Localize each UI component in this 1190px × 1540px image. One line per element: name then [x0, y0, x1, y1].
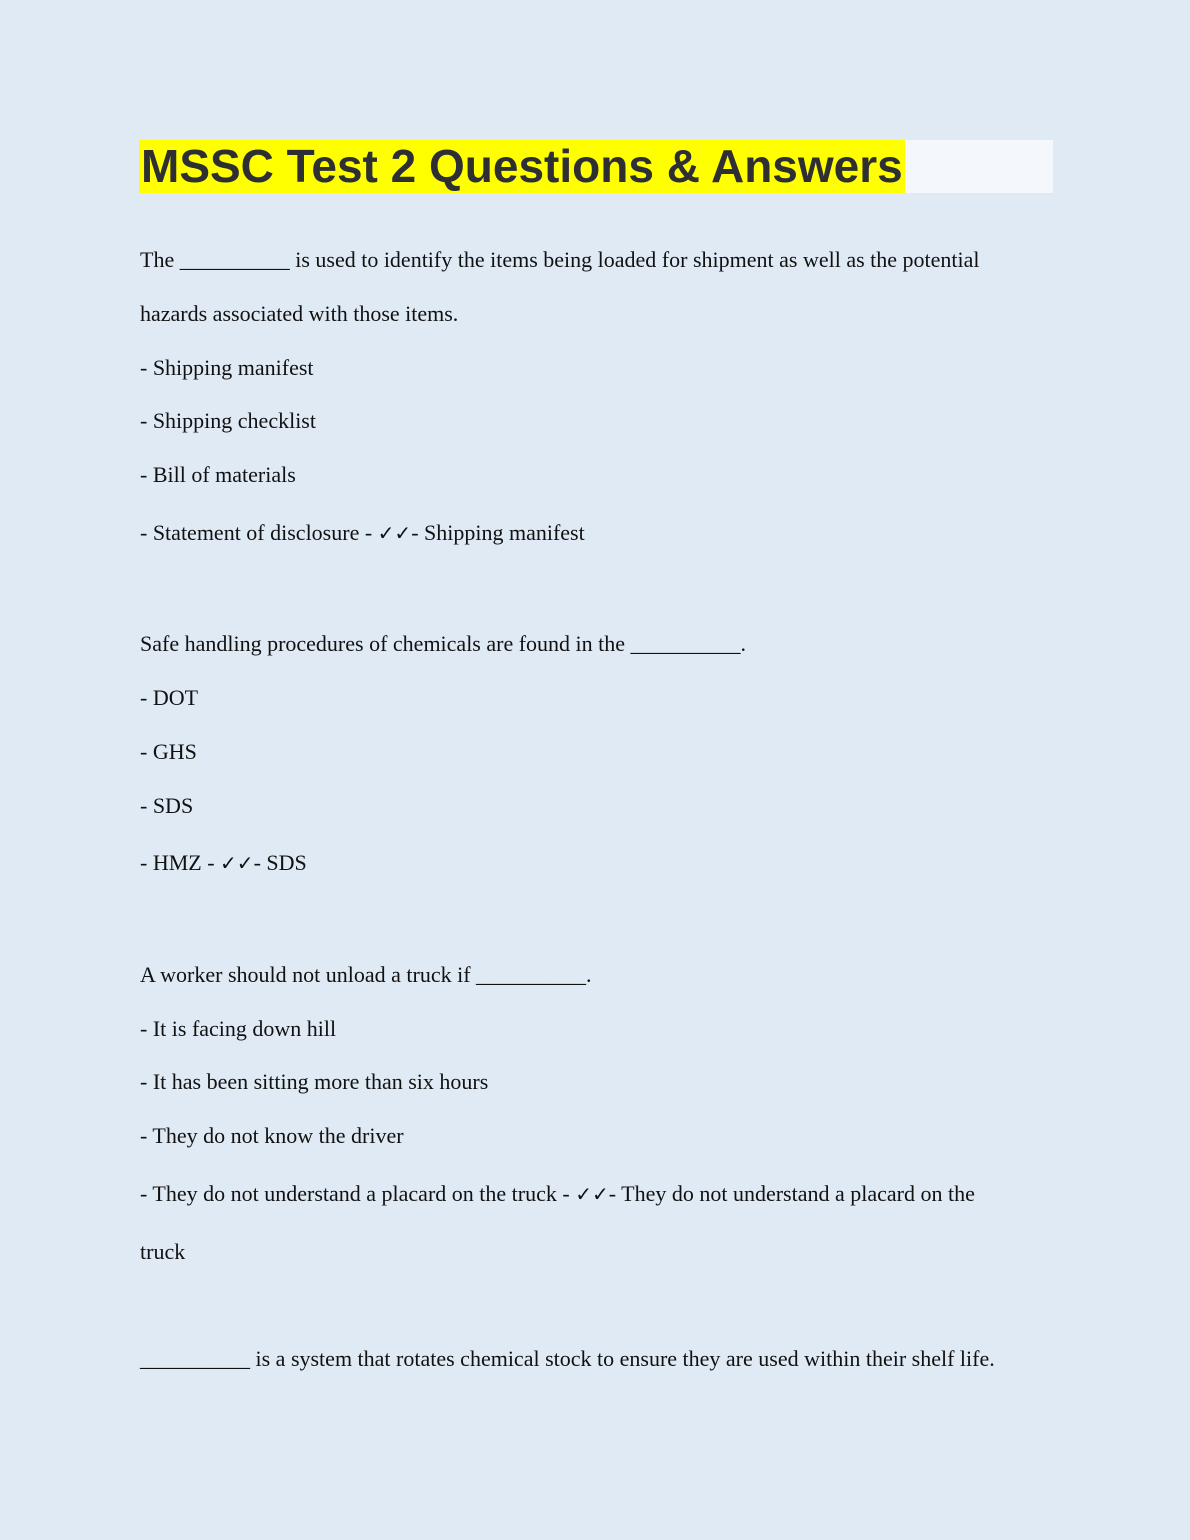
question-2-option-1: - DOT	[140, 685, 199, 710]
question-1-option-4: - Statement of disclosure -	[140, 520, 378, 545]
question-3-option-4-with-answer	[140, 1181, 975, 1207]
check-mark-icon: ✓✓	[220, 851, 254, 875]
check-mark-icon: ✓✓	[575, 1182, 609, 1206]
question-2-option-4-with-answer	[140, 850, 307, 876]
question-1-prompt-line-1: The __________ is used to identify the items being loaded for shipment as well as the potential	[140, 247, 980, 272]
question-3-option-2: - It has been sitting more than six hours	[140, 1069, 489, 1094]
question-2-prompt-line-1: Safe handling procedures of chemicals are found in the __________.	[140, 631, 747, 656]
question-3-option-1: - It is facing down hill	[140, 1016, 337, 1041]
question-1-answer: - Shipping manifest	[411, 520, 585, 545]
question-1-prompt-line-2: hazards associated with those items.	[140, 301, 459, 326]
question-2-option-2: - GHS	[140, 739, 197, 764]
question-3-option-4: - They do not understand a placard on the truck -	[140, 1181, 576, 1206]
question-4-prompt-line-1: __________ is a system that rotates chemical stock to ensure they are used within their shelf life.	[140, 1346, 995, 1371]
question-1-option-4-with-answer	[140, 520, 585, 546]
question-1-option-2: - Shipping checklist	[140, 408, 316, 433]
question-3-prompt-line-1: A worker should not unload a truck if __________.	[140, 962, 592, 987]
question-2-option-4: - HMZ -	[140, 850, 221, 875]
question-1-option-1: - Shipping manifest	[140, 355, 314, 380]
page-title: MSSC Test 2 Questions & Answers	[141, 140, 903, 192]
question-1-option-3: - Bill of materials	[140, 462, 296, 487]
question-2-answer: - SDS	[253, 850, 307, 875]
question-3-option-3: - They do not know the driver	[140, 1123, 404, 1148]
question-3-answer-continued: truck	[140, 1239, 186, 1264]
check-mark-icon: ✓✓	[377, 521, 412, 545]
question-3-answer: - They do not understand a placard on the	[608, 1181, 975, 1206]
question-2-option-3: - SDS	[140, 793, 194, 818]
